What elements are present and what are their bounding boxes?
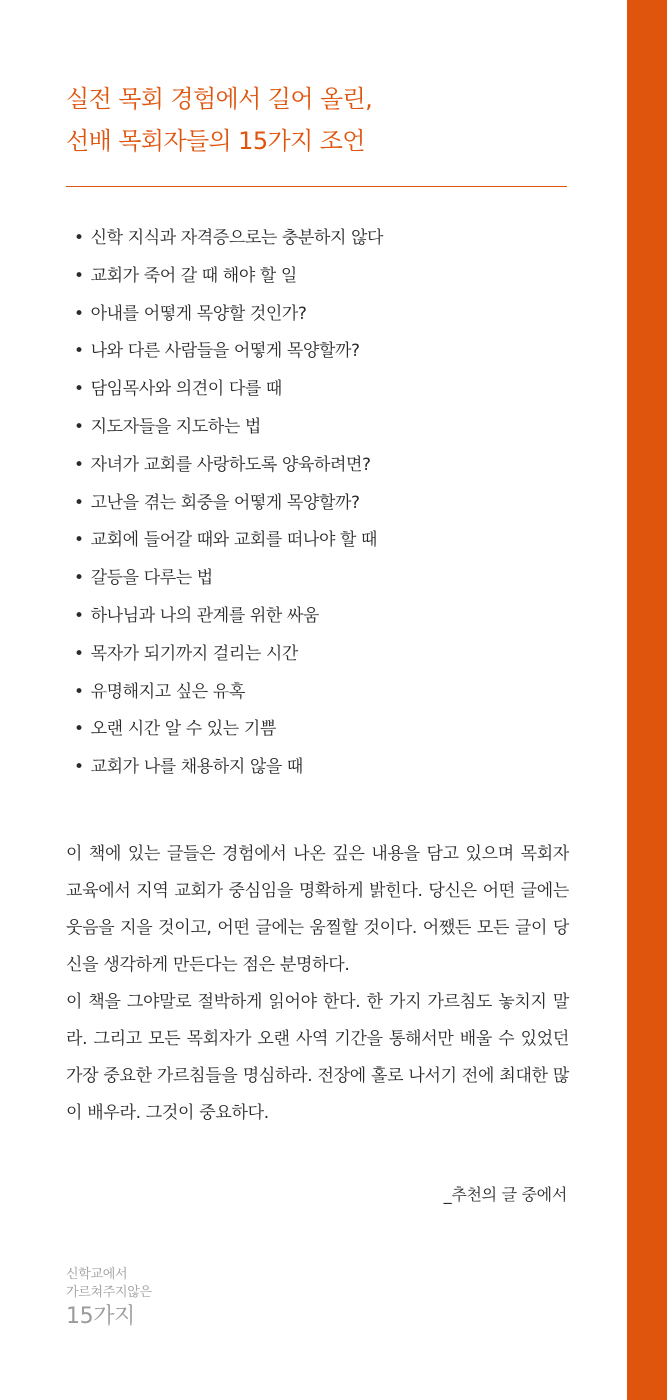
tip-item: • 교회가 나를 채용하지 않을 때 bbox=[74, 749, 383, 787]
tips-list bbox=[74, 220, 383, 787]
tip-item: • 하나님과 나의 관계를 위한 싸움 bbox=[74, 598, 383, 636]
tip-item: • 갈등을 다루는 법 bbox=[74, 560, 383, 598]
tip-item: • 나와 다른 사람들을 어떻게 목양할까? bbox=[74, 333, 383, 371]
tip-item: • 오랜 시간 알 수 있는 기쁨 bbox=[74, 711, 383, 749]
recommendation-paragraph-1: 이 책에 있는 글들은 경험에서 나온 깊은 내용을 담고 있으며 목회자 교육에서 지역 교회가 중심임을 명확하게 밝힌다. 당신은 어떤 글에는 웃음을 지을 것이고, 어떤 글에는 움찔할 것이다. 어쨌든 모든 글이 당신을 생각하게 만든다는 점은 분명하다. bbox=[66, 844, 569, 975]
tip-item: • 신학 지식과 자격증으로는 충분하지 않다 bbox=[74, 220, 383, 258]
tip-item: • 교회가 죽어 갈 때 해야 할 일 bbox=[74, 258, 383, 296]
headline bbox=[66, 78, 586, 162]
tip-item: • 교회에 들어갈 때와 교회를 떠나야 할 때 bbox=[74, 522, 383, 560]
tip-item: • 담임목사와 의견이 다를 때 bbox=[74, 371, 383, 409]
footer-line-2: 가르쳐주지않은 bbox=[66, 1285, 152, 1300]
tip-item: • 자녀가 교회를 사랑하도록 양육하려면? bbox=[74, 447, 383, 485]
headline-line-1: 실전 목회 경험에서 길어 올린, bbox=[66, 85, 373, 113]
footer-line-3: 15가지 bbox=[66, 1304, 135, 1329]
footer-line-1: 신학교에서 bbox=[66, 1267, 128, 1282]
recommendation-text bbox=[66, 836, 569, 1132]
divider-line bbox=[66, 186, 567, 187]
book-title-footer bbox=[66, 1266, 152, 1332]
orange-side-bar bbox=[627, 0, 667, 1400]
tip-item: • 고난을 겪는 회중을 어떻게 목양할까? bbox=[74, 485, 383, 523]
tip-item: • 지도자들을 지도하는 법 bbox=[74, 409, 383, 447]
tip-item: • 목자가 되기까지 걸리는 시간 bbox=[74, 636, 383, 674]
recommendation-paragraph-2: 이 책을 그야말로 절박하게 읽어야 한다. 한 가지 가르침도 놓치지 말라. 그리고 모든 목회자가 오랜 사역 기간을 통해서만 배울 수 있었던 가장 중요한 가르침들을 명심하라. 전장에 홀로 나서기 전에 최대한 많이 배우라. 그것이 중요하다. bbox=[66, 992, 569, 1123]
tip-item: • 유명해지고 싶은 유혹 bbox=[74, 674, 383, 712]
recommendation-source: _추천의 글 중에서 bbox=[443, 1185, 567, 1204]
tip-item: • 아내를 어떻게 목양할 것인가? bbox=[74, 296, 383, 334]
headline-line-2: 선배 목회자들의 15가지 조언 bbox=[66, 127, 365, 155]
